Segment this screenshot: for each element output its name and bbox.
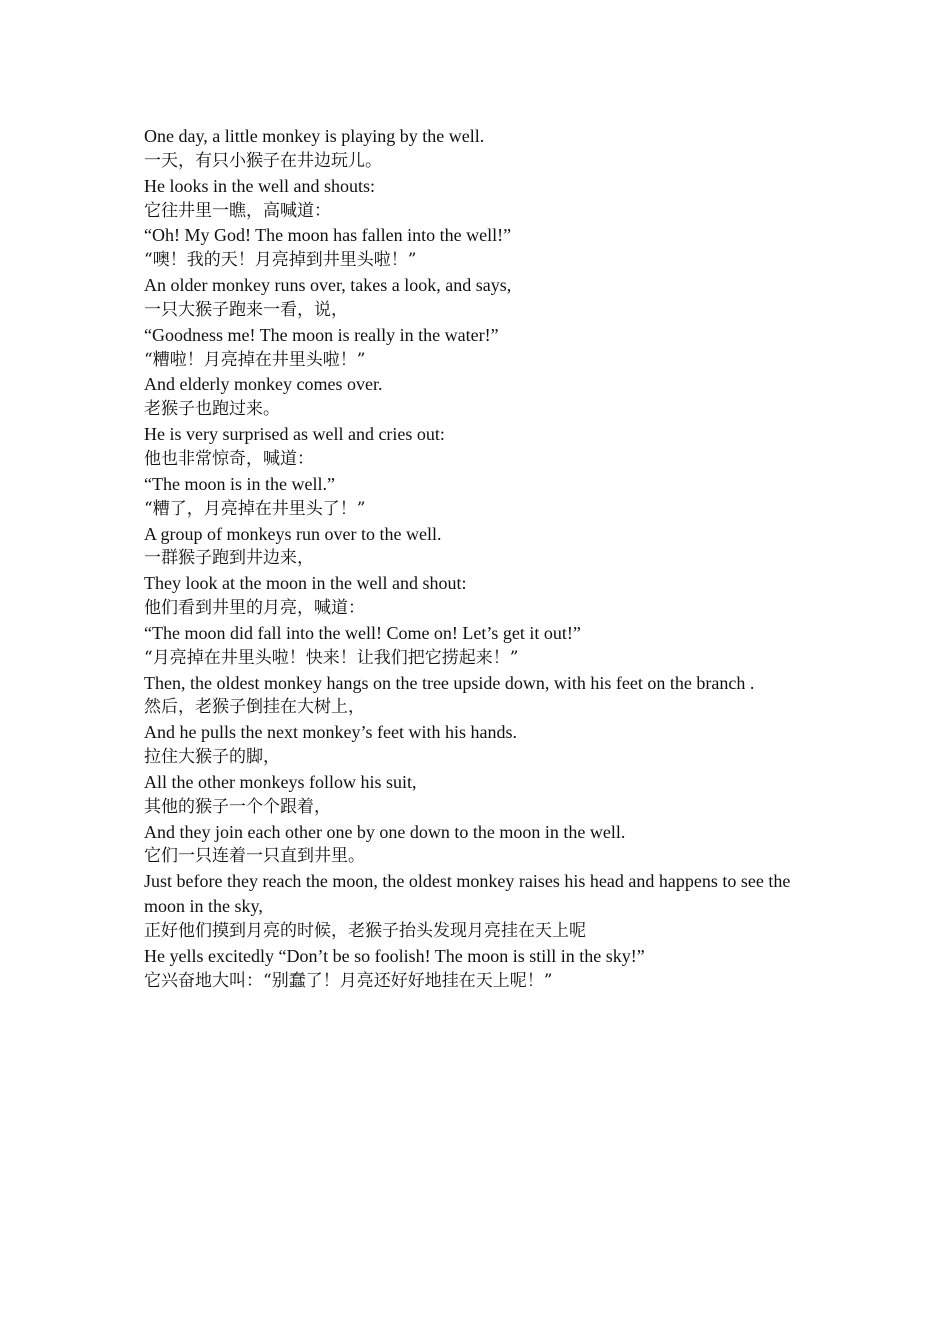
story-line-english: They look at the moon in the well and shout: — [144, 573, 467, 594]
story-line-chinese: “糟啦！月亮掉在井里头啦！” — [144, 349, 366, 370]
story-line-chinese: 他也非常惊奇，喊道： — [144, 448, 314, 469]
story-line-chinese: 它往井里一瞧，高喊道： — [144, 200, 331, 221]
story-line-english: He looks in the well and shouts: — [144, 175, 375, 196]
story-line-chinese: 其他的猴子一个个跟着， — [144, 796, 331, 817]
story-line-chinese: 一天，有只小猴子在井边玩儿。 — [144, 150, 382, 171]
story-line-english: Just before they reach the moon, the oldest monkey raises his head and happens to see the moon in the sky, — [144, 871, 791, 917]
story-line-english: A group of monkeys run over to the well. — [144, 523, 442, 544]
story-line-english: Then, the oldest monkey hangs on the tree upside down, with his feet on the branch . — [144, 672, 755, 693]
story-line-english: “The moon is in the well.” — [144, 473, 335, 494]
story-line-english: He is very surprised as well and cries out: — [144, 424, 445, 445]
story-line-english: All the other monkeys follow his suit, — [144, 771, 417, 792]
story-line-chinese: “噢！我的天！月亮掉到井里头啦！” — [144, 250, 417, 271]
story-text — [144, 124, 814, 994]
story-line-chinese: 拉住大猴子的脚， — [144, 747, 280, 768]
story-line-chinese: 它们一只连着一只直到井里。 — [144, 846, 365, 867]
story-line-english: “Goodness me! The moon is really in the water!” — [144, 324, 499, 345]
story-line-english: An older monkey runs over, takes a look, and says, — [144, 275, 512, 296]
story-line-chinese: 一只大猴子跑来一看，说， — [144, 299, 348, 320]
story-line-english: “Oh! My God! The moon has fallen into the well!” — [144, 225, 512, 246]
story-line-chinese: 然后，老猴子倒挂在大树上， — [144, 697, 365, 718]
story-line-chinese: “糟了，月亮掉在井里头了！” — [144, 498, 366, 519]
story-line-chinese: 它兴奋地大叫：“别蠢了！月亮还好好地挂在天上呢！” — [144, 970, 553, 991]
story-line-chinese: 正好他们摸到月亮的时候，老猴子抬头发现月亮挂在天上呢 — [144, 921, 586, 941]
story-line-english: And he pulls the next monkey’s feet with his hands. — [144, 722, 517, 743]
story-line-english: And they join each other one by one down to the moon in the well. — [144, 821, 626, 842]
story-line-chinese: “月亮掉在井里头啦！快来！让我们把它捞起来！” — [144, 647, 519, 668]
story-line-english: And elderly monkey comes over. — [144, 374, 383, 395]
story-line-chinese: 老猴子也跑过来。 — [144, 399, 280, 420]
story-line-english: He yells excitedly “Don’t be so foolish! The moon is still in the sky!” — [144, 945, 645, 966]
story-line-chinese: 一群猴子跑到井边来， — [144, 548, 314, 569]
story-line-english: One day, a little monkey is playing by the well. — [144, 126, 485, 146]
story-line-english: “The moon did fall into the well! Come on! Let’s get it out!” — [144, 622, 581, 643]
story-line-chinese: 他们看到井里的月亮，喊道： — [144, 598, 365, 619]
